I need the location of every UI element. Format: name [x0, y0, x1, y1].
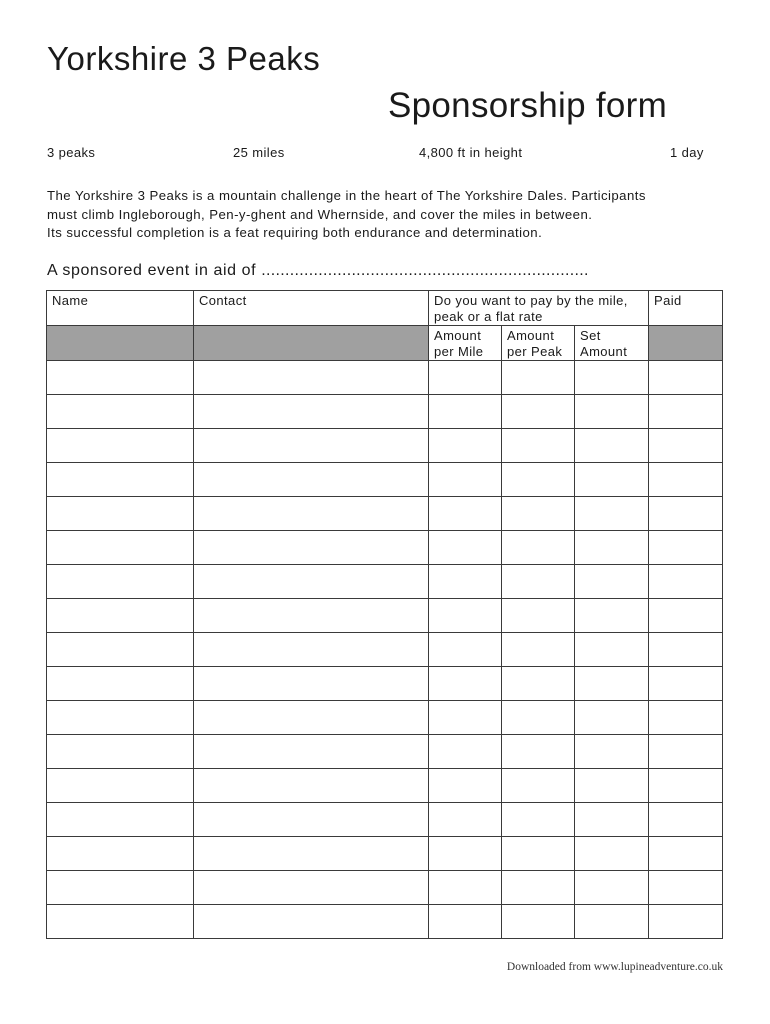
- table-row: [47, 871, 723, 905]
- subheader-line: Amount: [580, 344, 628, 359]
- col-header-amount-per-peak: [502, 326, 574, 360]
- name-cell[interactable]: [47, 429, 194, 463]
- paid-cell[interactable]: [649, 837, 723, 871]
- contact-cell[interactable]: [194, 599, 429, 633]
- name-cell[interactable]: [47, 395, 194, 429]
- paid-cell[interactable]: [649, 361, 723, 395]
- intro-paragraph: [47, 187, 727, 243]
- paid-cell[interactable]: [649, 667, 723, 701]
- amount-per-peak-cell[interactable]: [502, 701, 575, 735]
- paid-cell[interactable]: [649, 633, 723, 667]
- set-amount-cell[interactable]: [575, 531, 649, 565]
- contact-cell[interactable]: [194, 565, 429, 599]
- gray-cell: [194, 326, 429, 361]
- name-cell[interactable]: [47, 735, 194, 769]
- charity-fill-in[interactable]: .....................................................................: [261, 262, 589, 279]
- paid-cell[interactable]: [649, 735, 723, 769]
- subheader-line: per Peak: [507, 344, 563, 359]
- col-header-name: Name: [52, 293, 89, 308]
- contact-cell[interactable]: [194, 633, 429, 667]
- table-row: [47, 769, 723, 803]
- amount-per-peak-cell[interactable]: [502, 871, 575, 905]
- amount-per-peak-cell[interactable]: [502, 667, 575, 701]
- form-subtitle: Sponsorship form: [388, 86, 668, 125]
- intro-line: must climb Ingleborough, Pen-y-ghent and Whernside, and cover the miles in between.: [47, 206, 593, 222]
- paid-cell[interactable]: [649, 871, 723, 905]
- col-header-payment: [429, 291, 648, 325]
- payment-header-line: peak or a flat rate: [434, 309, 543, 324]
- charity-line: [47, 262, 589, 280]
- form-title: Yorkshire 3 Peaks: [47, 40, 321, 77]
- contact-cell[interactable]: [194, 497, 429, 531]
- table-row: [47, 667, 723, 701]
- set-amount-cell[interactable]: [575, 463, 649, 497]
- table-row: [47, 803, 723, 837]
- table-row: [47, 429, 723, 463]
- table-row: [47, 361, 723, 395]
- subheader-row-amounts: [47, 326, 723, 361]
- name-cell[interactable]: [47, 599, 194, 633]
- name-cell[interactable]: [47, 531, 194, 565]
- contact-cell[interactable]: [194, 769, 429, 803]
- contact-cell[interactable]: [194, 463, 429, 497]
- amount-per-mile-cell[interactable]: [429, 395, 502, 429]
- set-amount-cell[interactable]: [575, 395, 649, 429]
- contact-cell[interactable]: [194, 531, 429, 565]
- table-row: [47, 735, 723, 769]
- paid-cell[interactable]: [649, 905, 723, 939]
- paid-cell[interactable]: [649, 599, 723, 633]
- amount-per-peak-cell[interactable]: [502, 599, 575, 633]
- table-row: [47, 905, 723, 939]
- amount-per-peak-cell[interactable]: [502, 497, 575, 531]
- stat-height: 4,800 ft in height: [419, 145, 523, 160]
- contact-cell[interactable]: [194, 803, 429, 837]
- stat-miles: 25 miles: [233, 145, 285, 160]
- paid-cell[interactable]: [649, 769, 723, 803]
- contact-cell[interactable]: [194, 871, 429, 905]
- amount-per-peak-cell[interactable]: [502, 633, 575, 667]
- col-header-contact: Contact: [199, 293, 247, 308]
- paid-cell[interactable]: [649, 565, 723, 599]
- paid-cell[interactable]: [649, 429, 723, 463]
- charity-label: A sponsored event in aid of: [47, 262, 257, 279]
- amount-per-mile-cell[interactable]: [429, 497, 502, 531]
- name-cell[interactable]: [47, 871, 194, 905]
- amount-per-mile-cell[interactable]: [429, 463, 502, 497]
- amount-per-peak-cell[interactable]: [502, 837, 575, 871]
- amount-per-mile-cell[interactable]: [429, 633, 502, 667]
- name-cell[interactable]: [47, 565, 194, 599]
- name-cell[interactable]: [47, 769, 194, 803]
- paid-cell[interactable]: [649, 701, 723, 735]
- contact-cell[interactable]: [194, 667, 429, 701]
- amount-per-mile-cell[interactable]: [429, 837, 502, 871]
- name-cell[interactable]: [47, 905, 194, 939]
- table-row: [47, 497, 723, 531]
- set-amount-cell[interactable]: [575, 361, 649, 395]
- subheader-line: Amount: [507, 328, 555, 343]
- stat-peaks: 3 peaks: [47, 145, 96, 160]
- table-row: [47, 837, 723, 871]
- set-amount-cell[interactable]: [575, 565, 649, 599]
- set-amount-cell[interactable]: [575, 497, 649, 531]
- paid-cell[interactable]: [649, 497, 723, 531]
- gray-cell: [649, 326, 723, 361]
- amount-per-mile-cell[interactable]: [429, 735, 502, 769]
- amount-per-mile-cell[interactable]: [429, 769, 502, 803]
- contact-cell[interactable]: [194, 701, 429, 735]
- set-amount-cell[interactable]: [575, 905, 649, 939]
- contact-cell[interactable]: [194, 905, 429, 939]
- amount-per-mile-cell[interactable]: [429, 905, 502, 939]
- set-amount-cell[interactable]: [575, 633, 649, 667]
- amount-per-peak-cell[interactable]: [502, 565, 575, 599]
- set-amount-cell[interactable]: [575, 701, 649, 735]
- set-amount-cell[interactable]: [575, 837, 649, 871]
- set-amount-cell[interactable]: [575, 735, 649, 769]
- amount-per-peak-cell[interactable]: [502, 905, 575, 939]
- amount-per-mile-cell[interactable]: [429, 429, 502, 463]
- col-header-paid: Paid: [654, 293, 682, 308]
- name-cell[interactable]: [47, 803, 194, 837]
- paid-cell[interactable]: [649, 531, 723, 565]
- name-cell[interactable]: [47, 701, 194, 735]
- set-amount-cell[interactable]: [575, 667, 649, 701]
- amount-per-peak-cell[interactable]: [502, 803, 575, 837]
- header-row: [47, 291, 723, 326]
- paid-cell[interactable]: [649, 463, 723, 497]
- payment-header-line: Do you want to pay by the mile,: [434, 293, 628, 308]
- amount-per-mile-cell[interactable]: [429, 361, 502, 395]
- set-amount-cell[interactable]: [575, 769, 649, 803]
- table-row: [47, 463, 723, 497]
- amount-per-peak-cell[interactable]: [502, 429, 575, 463]
- intro-line: Its successful completion is a feat requiring both endurance and determination.: [47, 225, 543, 240]
- amount-per-peak-cell[interactable]: [502, 735, 575, 769]
- amount-per-mile-cell[interactable]: [429, 565, 502, 599]
- name-cell[interactable]: [47, 667, 194, 701]
- intro-line: The Yorkshire 3 Peaks is a mountain challenge in the heart of The Yorkshire Dales. Participants: [47, 188, 646, 203]
- amount-per-peak-cell[interactable]: [502, 769, 575, 803]
- amount-per-mile-cell[interactable]: [429, 667, 502, 701]
- amount-per-mile-cell[interactable]: [429, 701, 502, 735]
- name-cell[interactable]: [47, 837, 194, 871]
- contact-cell[interactable]: [194, 735, 429, 769]
- name-cell[interactable]: [47, 633, 194, 667]
- contact-cell[interactable]: [194, 429, 429, 463]
- stat-duration: 1 day: [670, 145, 704, 160]
- set-amount-cell[interactable]: [575, 599, 649, 633]
- set-amount-cell[interactable]: [575, 803, 649, 837]
- contact-cell[interactable]: [194, 395, 429, 429]
- amount-per-mile-cell[interactable]: [429, 871, 502, 905]
- amount-per-peak-cell[interactable]: [502, 361, 575, 395]
- amount-per-peak-cell[interactable]: [502, 531, 575, 565]
- name-cell[interactable]: [47, 361, 194, 395]
- gray-cell: [47, 326, 194, 361]
- amount-per-mile-cell[interactable]: [429, 531, 502, 565]
- table-row: [47, 701, 723, 735]
- table-row: [47, 599, 723, 633]
- col-header-amount-per-mile: [429, 326, 501, 360]
- paid-cell[interactable]: [649, 803, 723, 837]
- name-cell[interactable]: [47, 497, 194, 531]
- table-row: [47, 531, 723, 565]
- name-cell[interactable]: [47, 463, 194, 497]
- set-amount-cell[interactable]: [575, 429, 649, 463]
- amount-per-peak-cell[interactable]: [502, 395, 575, 429]
- table-row: [47, 633, 723, 667]
- download-credit: Downloaded from www.lupineadventure.co.uk: [506, 961, 723, 973]
- amount-per-peak-cell[interactable]: [502, 463, 575, 497]
- contact-cell[interactable]: [194, 361, 429, 395]
- table-row: [47, 395, 723, 429]
- table-row: [47, 565, 723, 599]
- paid-cell[interactable]: [649, 395, 723, 429]
- subheader-line: Amount: [434, 328, 482, 343]
- amount-per-mile-cell[interactable]: [429, 599, 502, 633]
- amount-per-mile-cell[interactable]: [429, 803, 502, 837]
- sponsorship-table: [46, 290, 723, 939]
- set-amount-cell[interactable]: [575, 871, 649, 905]
- subheader-line: Set: [580, 328, 601, 343]
- contact-cell[interactable]: [194, 837, 429, 871]
- col-header-set-amount: [575, 326, 648, 360]
- subheader-line: per Mile: [434, 344, 484, 359]
